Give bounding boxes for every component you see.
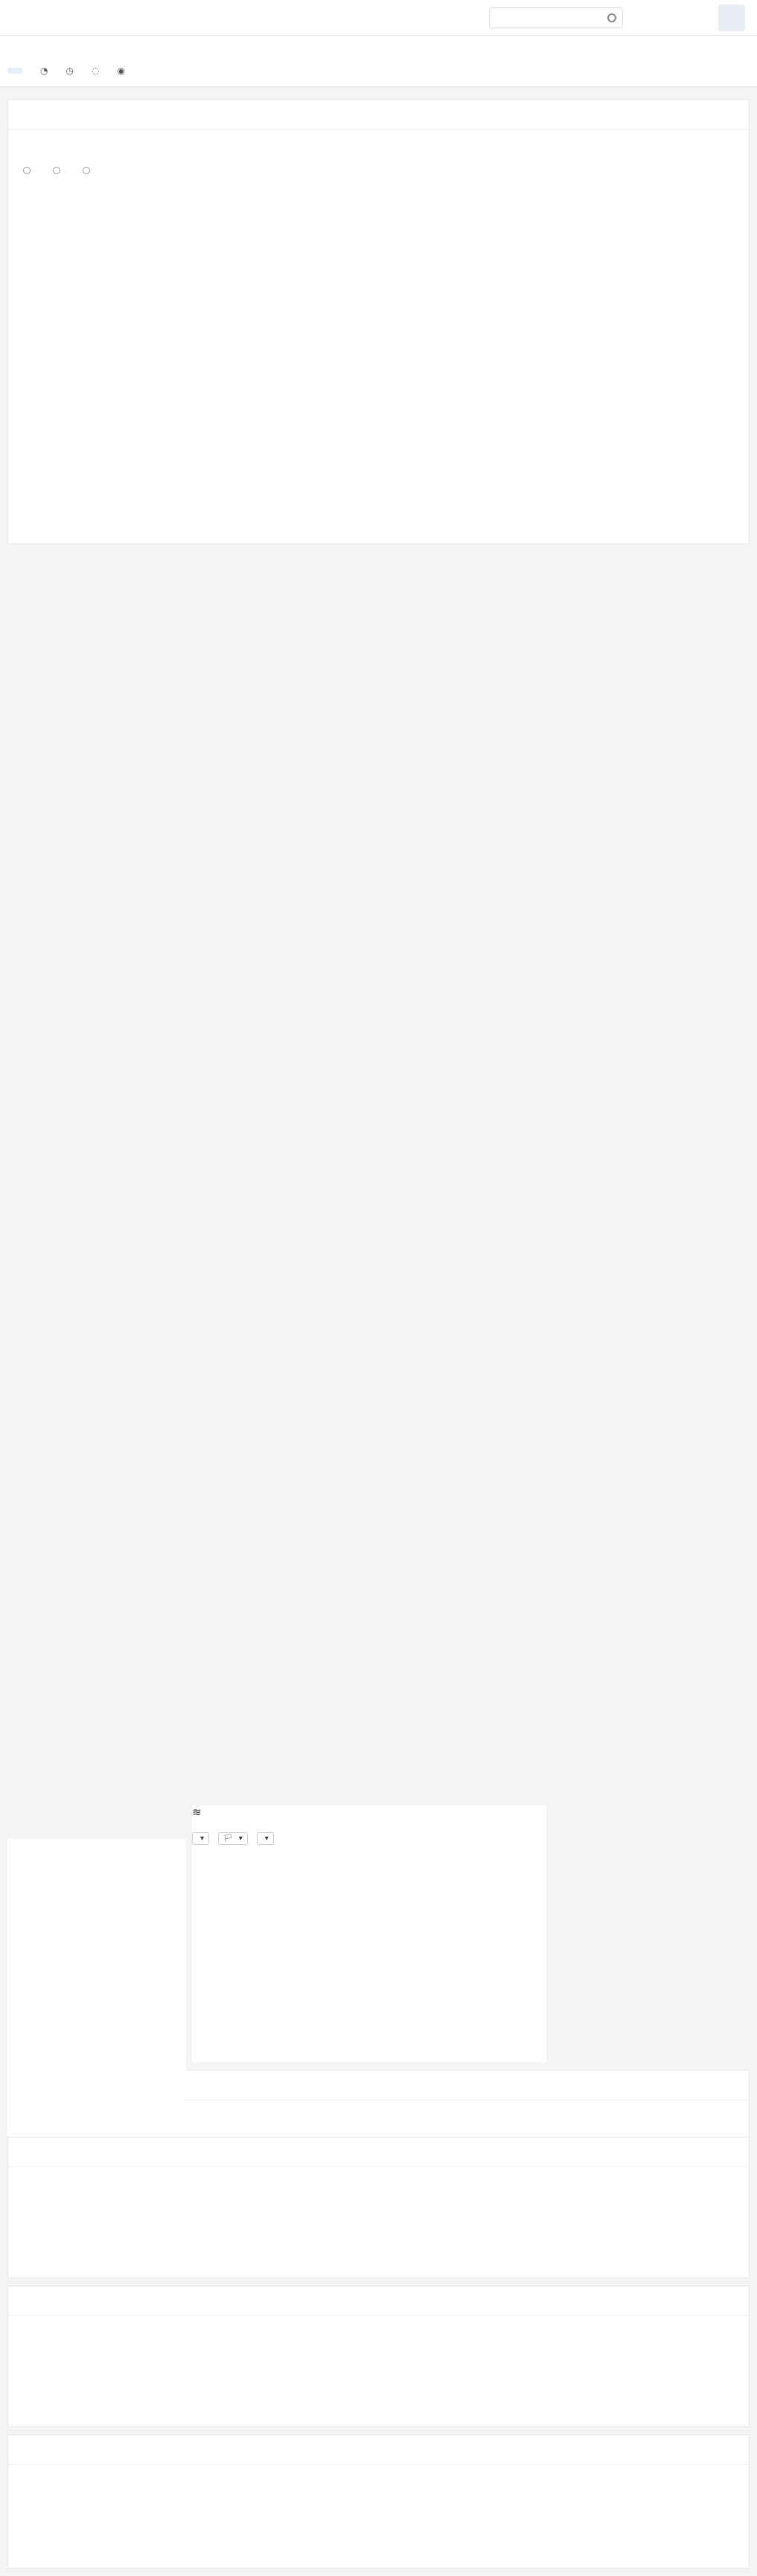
post-time (7, 1839, 186, 1854)
view-count-meta: ◉ (117, 66, 125, 76)
post-time-meta: ◷ (66, 66, 74, 76)
post-header (8, 2286, 749, 2316)
post-content (8, 2316, 749, 2350)
post-content (8, 130, 749, 156)
post-header (8, 2137, 749, 2167)
search-input[interactable] (496, 13, 592, 23)
thread-header (0, 36, 757, 87)
chart-title-icon: ≋ (192, 1805, 202, 1819)
search-icon[interactable] (607, 13, 616, 22)
post-reply (7, 2137, 750, 2278)
post-main (7, 99, 750, 544)
metric-dropdown[interactable]: ▾ (192, 1832, 209, 1845)
covid-chart (192, 1805, 546, 2062)
rate-button[interactable] (53, 167, 63, 174)
region-dropdown[interactable]: 🏳 ▾ (218, 1832, 248, 1845)
post-content (8, 2465, 749, 2499)
left-posts-under-chart (7, 1839, 186, 2167)
reply-icon (23, 167, 31, 174)
post-actions (8, 156, 749, 543)
rate-icon (53, 167, 60, 174)
category-tag[interactable] (7, 68, 22, 74)
post-list (0, 87, 757, 544)
reply-button[interactable] (23, 167, 33, 174)
post-time (7, 1980, 186, 1995)
post-header (8, 2435, 749, 2465)
favorite-button[interactable] (83, 167, 93, 174)
top-navigation-bar (0, 0, 757, 36)
chart-svg (192, 1845, 546, 2031)
user-avatar[interactable] (718, 4, 745, 31)
author-meta[interactable]: ◔ (40, 66, 48, 76)
post-reply (7, 2435, 750, 2569)
reply-count-meta: ◌ (91, 66, 100, 76)
chart-title (192, 1805, 546, 1819)
post-reply (7, 2286, 750, 2427)
more-replies (7, 2137, 750, 2576)
time-range-dropdown[interactable]: ▾ (257, 1832, 274, 1845)
post-content (8, 2167, 749, 2202)
flag-icon: 🏳 (223, 1834, 233, 1843)
post-header (8, 100, 749, 130)
post-content (7, 2018, 186, 2033)
search-box[interactable] (489, 7, 623, 28)
post-content (7, 1876, 186, 1891)
star-icon (83, 167, 90, 174)
